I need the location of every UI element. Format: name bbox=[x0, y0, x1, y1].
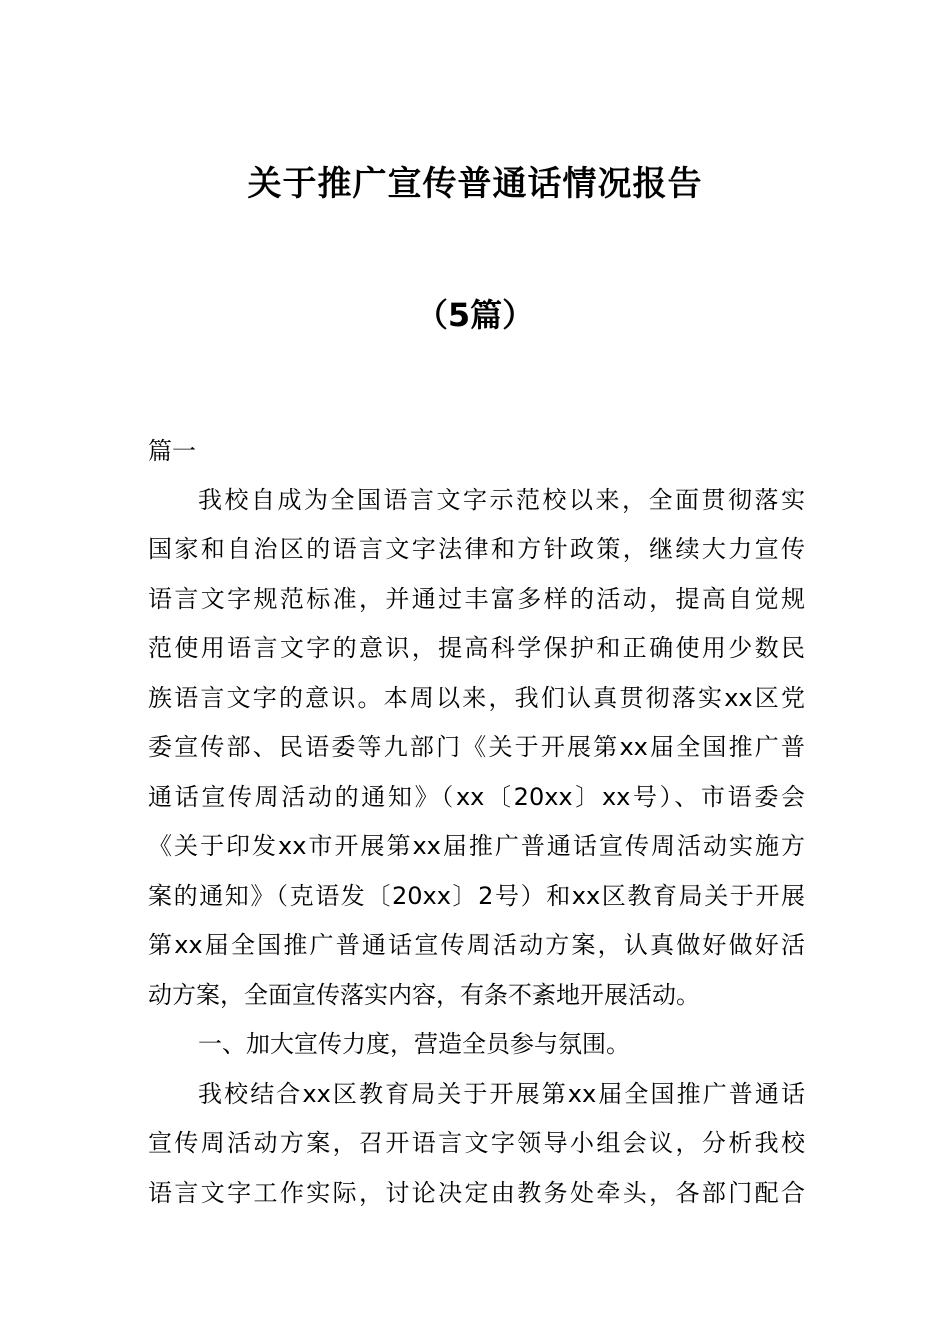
paragraph-line: 国家和自治区的语言文字法律和方针政策，继续大力宣传 bbox=[148, 535, 805, 563]
paragraph-line: 范使用语言文字的意识，提高科学保护和正确使用少数民 bbox=[148, 634, 805, 662]
document-title: 关于推广宣传普通话情况报告 bbox=[247, 164, 703, 204]
paragraph-line: 我校自成为全国语言文字示范校以来，全面贯彻落实 bbox=[198, 486, 805, 514]
subheading-line: 一、加大宣传力度，营造全员参与氛围。 bbox=[198, 1030, 630, 1058]
paragraph-line: 《关于印发xx市开展第xx届推广普通话宣传周活动实施方 bbox=[148, 832, 805, 860]
paragraph-line: 委宣传部、民语委等九部门《关于开展第xx届全国推广普 bbox=[148, 733, 805, 761]
paragraph-line: 语言文字规范标准，并通过丰富多样的活动，提高自觉规 bbox=[148, 585, 805, 613]
paragraph-line: 族语言文字的意识。本周以来，我们认真贯彻落实xx区党 bbox=[148, 684, 805, 712]
paragraph-line: 通话宣传周活动的通知》（xx〔20xx〕xx号）、市语委会 bbox=[148, 783, 805, 811]
paragraph-line: 宣传周活动方案，召开语言文字领导小组会议，分析我校 bbox=[148, 1129, 805, 1157]
section-heading: 篇一 bbox=[148, 437, 196, 465]
paragraph-line: 语言文字工作实际，讨论决定由教务处牵头，各部门配合 bbox=[148, 1179, 805, 1207]
paragraph-line: 案的通知》（克语发〔20xx〕2号）和xx区教育局关于开展 bbox=[148, 882, 805, 910]
document-subtitle: （5篇） bbox=[415, 296, 535, 334]
paragraph-line: 我校结合xx区教育局关于开展第xx届全国推广普通话 bbox=[198, 1080, 805, 1108]
paragraph-line: 第xx届全国推广普通话宣传周活动方案，认真做好做好活 bbox=[148, 931, 805, 959]
paragraph-line: 动方案，全面宣传落实内容，有条不紊地开展活动。 bbox=[148, 981, 700, 1009]
